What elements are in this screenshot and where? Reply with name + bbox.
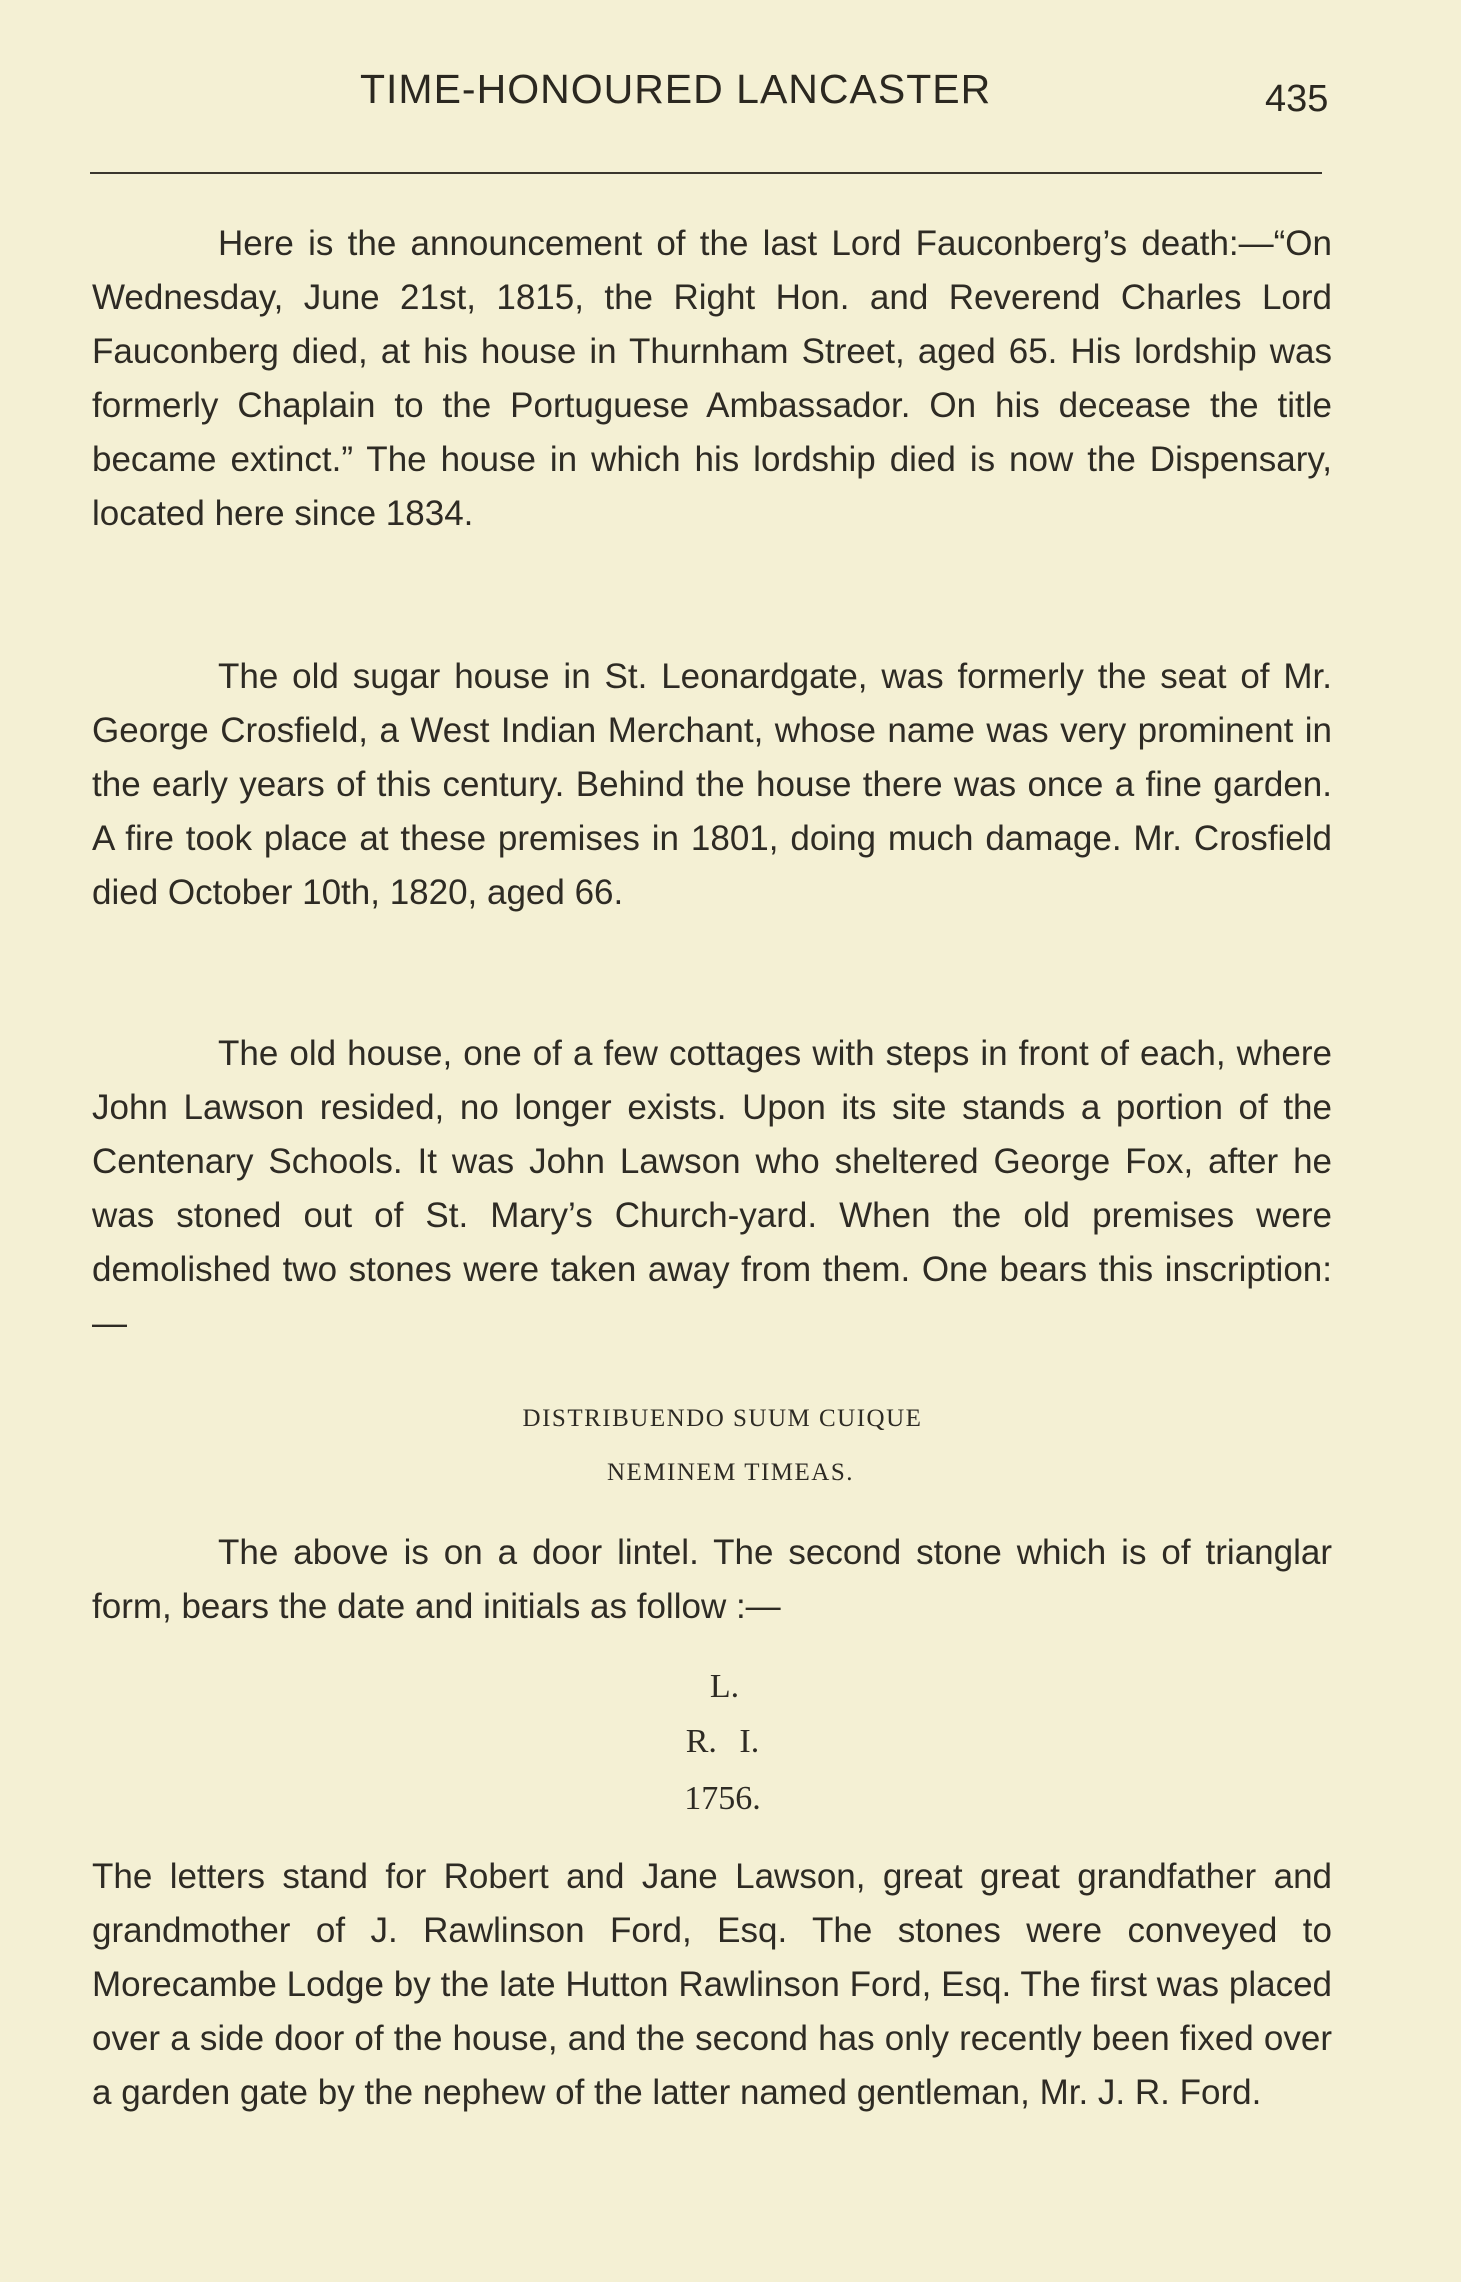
stone-date: 1756.: [684, 1780, 761, 1817]
stone-initial-line-2: R. I.: [685, 1723, 760, 1760]
header-rule: [90, 172, 1322, 174]
inscription-line-2: NEMINEM TIMEAS.: [606, 1459, 855, 1486]
paragraph-sugar-house: [92, 650, 1332, 920]
page-number: 435: [1265, 78, 1329, 120]
inscription-line-1: DISTRIBUENDO SUUM CUIQUE: [522, 1405, 923, 1432]
paragraph-text: The letters stand for Robert and Jane Lawson, great great grandfather and grandmother of J. Rawlinson Ford, Esq. The stones were conveyed to Morecambe Lodge by the late Hutton Rawlinson Ford, Esq. The first was placed over a side door of the house, and the second has only recently been fixed over a garden gate by the nephew of the latter named gentleman, Mr. J. R. Ford.: [92, 1857, 1332, 2112]
paragraph-lawson-letters: [92, 1850, 1332, 2120]
running-head-title: TIME-HONOURED LANCASTER: [360, 66, 992, 112]
paragraph-lawson-house: [92, 1027, 1332, 1351]
paragraph-text: Here is the announcement of the last Lord Fauconberg’s death:—“On Wednesday, June 21st, 1815, the Right Hon. and Reverend Charles Lord Fauconberg died, at his house in Thurnham Street, aged 65. His lordship was formerly Chaplain to the Portuguese Ambassador. On his decease the title became extinct.” The house in which his lordship died is now the Dispensary, located here since 1834.: [92, 224, 1332, 533]
paragraph-text: The old house, one of a few cottages with steps in front of each, where John Lawson resided, no longer exists. Upon its site stands a portion of the Centenary Schools. It was John Lawson who sheltered George Fox, after he was stoned out of St. Mary’s Church-yard. When the old premises were demolished two stones were taken away from them. One bears this inscription:—: [92, 1034, 1332, 1343]
paragraph-fauconberg: [92, 217, 1332, 541]
paragraph-text: The old sugar house in St. Leonardgate, was formerly the seat of Mr. George Crosfield, a West Indian Merchant, whose name was very prominent in the early years of this century. Behind the house there was once a fine garden. A fire took place at these premises in 1801, doing much damage. Mr. Crosfield died October 10th, 1820, aged 66.: [92, 657, 1332, 912]
paragraph-text: The above is on a door lintel. The second stone which is of trianglar form, bears the date and initials as follow :—: [92, 1533, 1332, 1626]
paragraph-door-lintel: [92, 1526, 1332, 1634]
stone-initial-line-1: L.: [709, 1668, 740, 1705]
